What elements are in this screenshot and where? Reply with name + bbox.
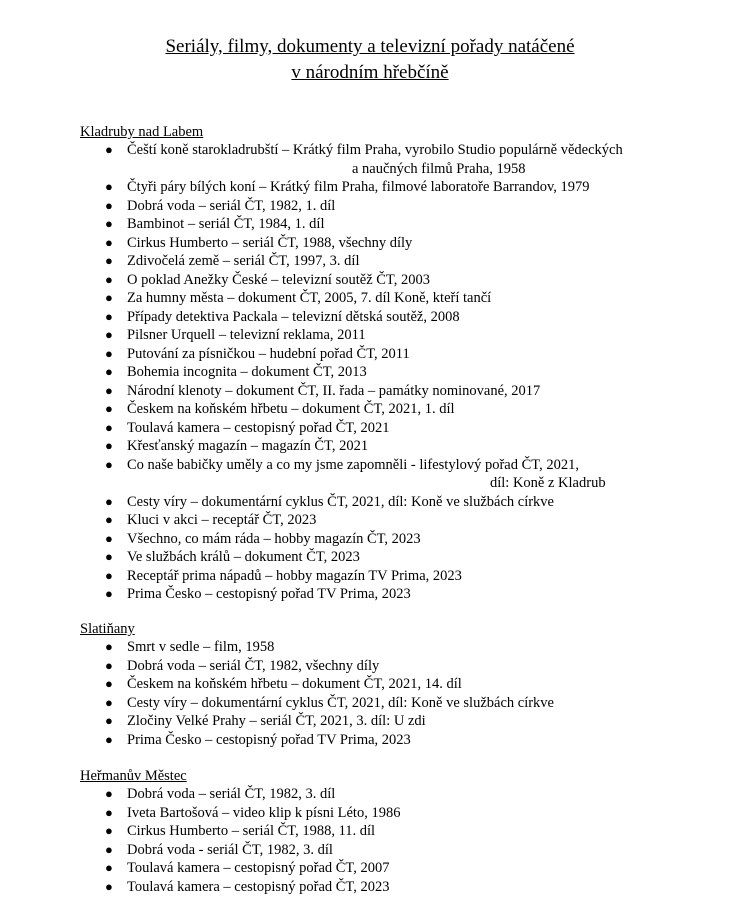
list-item-text: Prima Česko – cestopisný pořad TV Prima, 2023 xyxy=(127,731,411,748)
bullet-icon: ● xyxy=(105,657,113,673)
list-item xyxy=(0,638,740,657)
bullet-icon: ● xyxy=(105,493,113,509)
list-item xyxy=(0,859,740,878)
list-item xyxy=(0,271,740,290)
list-item xyxy=(0,675,740,694)
list-item xyxy=(0,878,740,897)
list-item-text: Českem na koňském hřbetu – dokument ČT, 2021, 1. díl xyxy=(127,401,455,417)
list-item xyxy=(0,437,740,456)
bullet-icon: ● xyxy=(105,878,113,894)
bullet-icon: ● xyxy=(105,364,113,379)
bullet-icon: ● xyxy=(105,549,113,564)
list-item-text: Toulavá kamera – cestopisný pořad ČT, 2007 xyxy=(127,860,390,876)
list-item-text: Putování za písničkou – hudební pořad ČT, 2011 xyxy=(127,345,410,362)
list-item-continuation: a naučných filmů Praha, 1958 xyxy=(352,160,526,177)
bullet-icon: ● xyxy=(105,234,113,250)
bullet-icon: ● xyxy=(105,438,113,453)
bullet-icon: ● xyxy=(105,308,113,324)
list-item-text: Receptář prima nápadů – hobby magazín TV Prima, 2023 xyxy=(127,567,462,584)
bullet-icon: ● xyxy=(105,731,113,747)
section-list-kladruby xyxy=(0,141,740,604)
section-list-hermanuv-mestec xyxy=(0,785,740,896)
bullet-icon: ● xyxy=(105,512,113,527)
bullet-icon: ● xyxy=(105,401,113,416)
list-item-text: Čtyři páry bílých koní – Krátký film Praha, filmové laboratoře Barrandov, 1979 xyxy=(127,179,590,195)
list-item xyxy=(0,841,740,860)
list-item xyxy=(0,731,740,750)
list-item xyxy=(0,712,740,731)
list-item-text: Zdivočelá země – seriál ČT, 1997, 3. díl xyxy=(127,253,360,269)
bullet-icon: ● xyxy=(105,786,113,801)
bullet-icon: ● xyxy=(105,694,113,710)
list-item-text: Toulavá kamera – cestopisný pořad ČT, 2023 xyxy=(127,878,390,895)
list-item-text: Toulavá kamera – cestopisný pořad ČT, 2021 xyxy=(127,419,390,436)
bullet-icon: ● xyxy=(105,676,113,691)
list-item-text: Cirkus Humberto – seriál ČT, 1988, 11. díl xyxy=(127,823,376,839)
list-item xyxy=(0,785,740,804)
list-item xyxy=(0,382,740,401)
list-item xyxy=(0,493,740,512)
bullet-icon: ● xyxy=(105,860,113,875)
bullet-icon: ● xyxy=(105,253,113,268)
bullet-icon: ● xyxy=(105,216,113,231)
bullet-icon: ● xyxy=(105,456,113,472)
list-item-text: Dobrá voda – seriál ČT, 1982, 3. díl xyxy=(127,786,336,802)
list-item-text: Případy detektiva Packala – televizní dětská soutěž, 2008 xyxy=(127,308,460,325)
list-item xyxy=(0,345,740,364)
list-item-text: Cesty víry – dokumentární cyklus ČT, 2021, díl: Koně ve službách církve xyxy=(127,694,554,711)
bullet-icon: ● xyxy=(105,345,113,361)
section-heading-hermanuv-mestec: Heřmanův Městec xyxy=(80,768,187,784)
list-item xyxy=(0,822,740,841)
list-item-text: Všechno, co mám ráda – hobby magazín ČT, 2023 xyxy=(127,530,421,547)
bullet-icon: ● xyxy=(105,179,113,194)
document-title-line-2: v národním hřebčíně xyxy=(291,62,449,83)
list-item-text: Bohemia incognita – dokument ČT, 2013 xyxy=(127,364,367,380)
list-item xyxy=(0,548,740,567)
list-item-text: Bambinot – seriál ČT, 1984, 1. díl xyxy=(127,216,325,232)
list-item xyxy=(0,326,740,345)
bullet-icon: ● xyxy=(105,567,113,583)
list-item xyxy=(0,363,740,382)
bullet-icon: ● xyxy=(105,823,113,838)
list-item-text: Křesťanský magazín – magazín ČT, 2021 xyxy=(127,438,369,454)
list-item-text: Zločiny Velké Prahy – seriál ČT, 2021, 3. díl: U zdi xyxy=(127,713,426,729)
list-item xyxy=(0,419,740,438)
list-item xyxy=(0,197,740,216)
list-item-text: Cesty víry – dokumentární cyklus ČT, 2021, díl: Koně ve službách církve xyxy=(127,493,554,510)
list-item-text: Dobrá voda – seriál ČT, 1982, všechny díly xyxy=(127,657,380,674)
section-heading-slatinany: Slatiňany xyxy=(80,621,135,637)
list-item xyxy=(0,585,740,604)
bullet-icon: ● xyxy=(105,419,113,435)
bullet-icon: ● xyxy=(105,142,113,157)
list-item xyxy=(0,215,740,234)
list-item xyxy=(0,511,740,530)
bullet-icon: ● xyxy=(105,382,113,398)
list-item-text: Prima Česko – cestopisný pořad TV Prima, 2023 xyxy=(127,586,411,602)
list-item-text: Pilsner Urquell – televizní reklama, 2011 xyxy=(127,327,366,343)
list-item-text: Dobrá voda – seriál ČT, 1982, 1. díl xyxy=(127,197,336,214)
bullet-icon: ● xyxy=(105,530,113,546)
section-heading-kladruby: Kladruby nad Labem xyxy=(80,124,204,140)
list-item xyxy=(0,456,740,493)
list-item xyxy=(0,567,740,586)
list-item-text: Cirkus Humberto – seriál ČT, 1988, všechny díly xyxy=(127,234,413,251)
list-item xyxy=(0,178,740,197)
list-item xyxy=(0,252,740,271)
list-item-continuation: díl: Koně z Kladrub xyxy=(490,475,606,491)
bullet-icon: ● xyxy=(105,586,113,601)
list-item-text: O poklad Anežky České – televizní soutěž ČT, 2003 xyxy=(127,271,430,288)
list-item xyxy=(0,804,740,823)
document-title-line-1: Seriály, filmy, dokumenty a televizní pořady natáčené xyxy=(165,36,575,57)
list-item xyxy=(0,289,740,308)
list-item xyxy=(0,694,740,713)
bullet-icon: ● xyxy=(105,713,113,728)
bullet-icon: ● xyxy=(105,841,113,857)
list-item-text: Iveta Bartošová – video klip k písni Léto, 1986 xyxy=(127,804,401,821)
bullet-icon: ● xyxy=(105,804,113,820)
bullet-icon: ● xyxy=(105,271,113,287)
bullet-icon: ● xyxy=(105,327,113,342)
list-item-text: Za humny města – dokument ČT, 2005, 7. díl Koně, kteří tančí xyxy=(127,290,492,306)
list-item-text: Českem na koňském hřbetu – dokument ČT, 2021, 14. díl xyxy=(127,676,462,692)
list-item-text: Národní klenoty – dokument ČT, II. řada – památky nominované, 2017 xyxy=(127,382,541,399)
list-item-text: Smrt v sedle – film, 1958 xyxy=(127,639,275,655)
bullet-icon: ● xyxy=(105,290,113,305)
list-item xyxy=(0,400,740,419)
bullet-icon: ● xyxy=(105,639,113,654)
list-item xyxy=(0,308,740,327)
list-item xyxy=(0,141,740,178)
list-item-text: Co naše babičky uměly a co my jsme zapomněli - lifestylový pořad ČT, 2021, xyxy=(127,456,579,473)
list-item xyxy=(0,530,740,549)
list-item xyxy=(0,657,740,676)
document-title xyxy=(0,34,740,86)
bullet-icon: ● xyxy=(105,197,113,213)
list-item-text: Dobrá voda - seriál ČT, 1982, 3. díl xyxy=(127,841,333,858)
list-item xyxy=(0,234,740,253)
list-item-text: Ve službách králů – dokument ČT, 2023 xyxy=(127,549,360,565)
list-item-text: Čeští koně starokladrubští – Krátký film Praha, vyrobilo Studio populárně vědeckých xyxy=(127,142,623,158)
section-list-slatinany xyxy=(0,638,740,749)
list-item-text: Kluci v akci – receptář ČT, 2023 xyxy=(127,512,317,528)
